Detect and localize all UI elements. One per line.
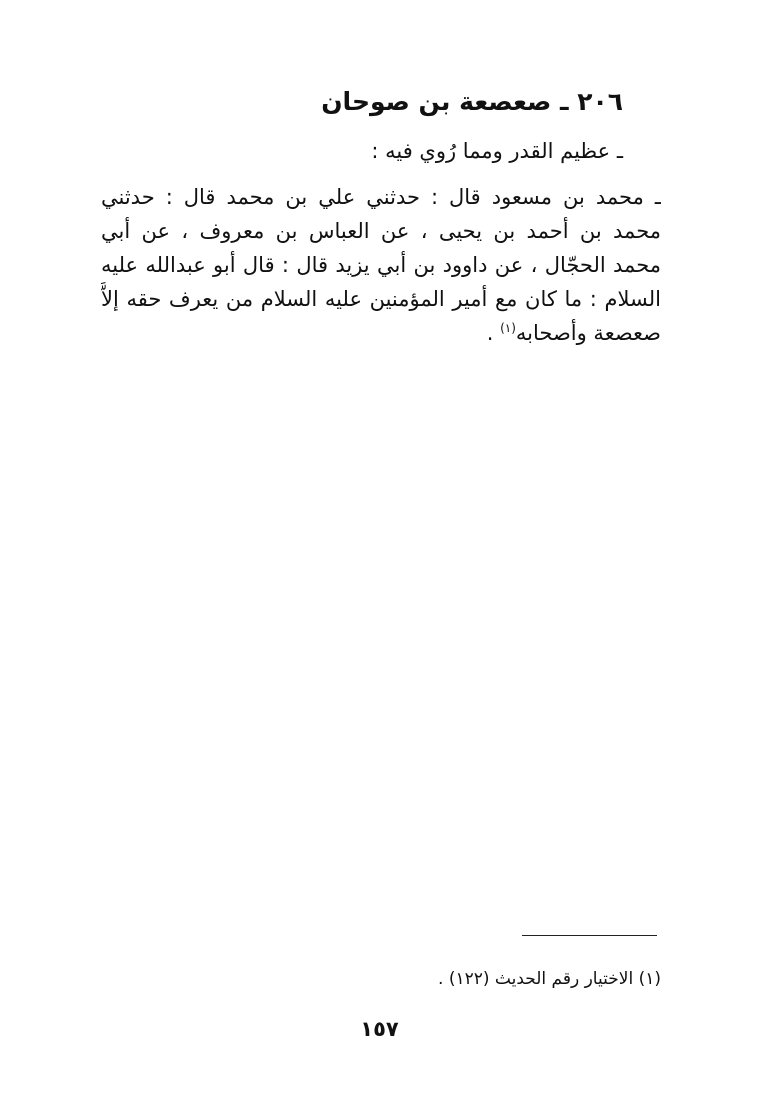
narration-paragraph	[101, 180, 661, 350]
footnote-reference: (١)	[500, 321, 516, 335]
narration-line: ـ محمد بن مسعود قال : حدثني علي بن محمد قال : حدثني	[101, 185, 661, 209]
narration-line-last	[101, 316, 661, 350]
narration-line: محمد بن أحمد بن يحيى ، عن العباس بن معروف ، عن أبي	[101, 219, 661, 243]
narration-line-text: صعصعة وأصحابه	[515, 321, 661, 345]
entry-heading: ٢٠٦ ـ صعصعة بن صوحان	[321, 87, 623, 116]
footnote-separator	[522, 935, 657, 936]
footnote-text: (١) الاختيار رقم الحديث (١٢٢) .	[438, 969, 661, 989]
narration-line-end: .	[486, 321, 501, 345]
page-number: ١٥٧	[360, 1017, 399, 1041]
entry-intro: ـ عظيم القدر ومما رُوي فيه :	[371, 139, 623, 163]
narration-line: السلام : ما كان مع أمير المؤمنين عليه السلام من يعرف حقه إلاَّ	[101, 287, 661, 311]
narration-line: محمد الحجّال ، عن داوود بن أبي يزيد قال : قال أبو عبدالله عليه	[101, 253, 661, 277]
